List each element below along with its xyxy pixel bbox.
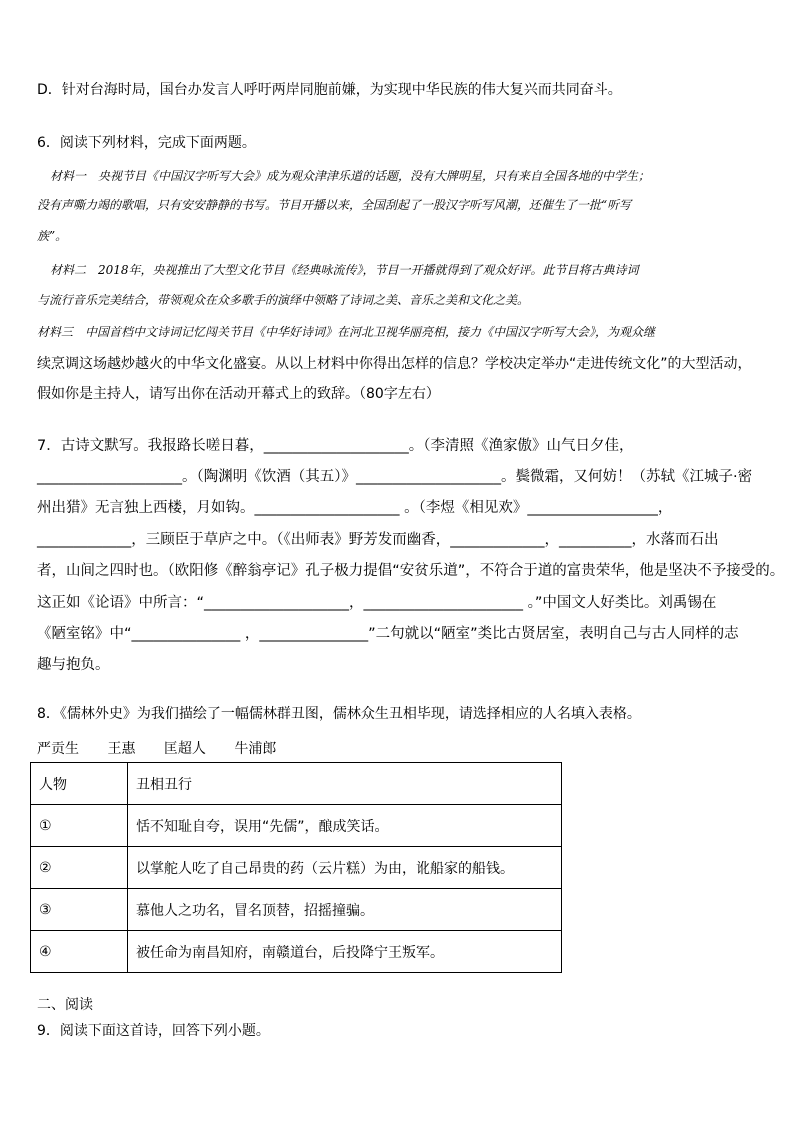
table-cell: ④	[31, 931, 128, 973]
name-option: 匡超人	[163, 741, 206, 757]
material-line: 族”。	[37, 229, 68, 243]
option-d: D．针对台海时局，国台办发言人呼吁两岸同胞前嫌，为实现中华民族的伟大复兴而共同奋斗。	[37, 82, 622, 98]
table-row	[31, 889, 562, 931]
question-7-line: 《陋室铭》中“_______________ ，_______________”二句就以“陋室”类比古贤居室，表明自己与古人同样的志	[37, 626, 739, 642]
table-row	[31, 847, 562, 889]
question-7-line: 7．古诗文默写。我报路长嗟日暮，____________________。（李清照《渔家傲》山气日夕佳，	[37, 438, 634, 454]
material-line: 材料一 央视节目《中国汉字听写大会》成为观众津津乐道的话题，没有大牌明星，只有来自全国各地的中学生；	[50, 169, 651, 183]
section-heading: 二、阅读	[37, 997, 93, 1013]
table-cell: ①	[31, 805, 128, 847]
question-7-line: 这正如《论语》中所言：“____________________，______________________ 。”中国文人好类比。刘禹锡在	[37, 595, 717, 611]
table-cell: ②	[31, 847, 128, 889]
table-cell: 以掌舵人吃了自己昂贵的药（云片糕）为由，讹船家的船钱。	[128, 847, 562, 889]
table-row	[31, 805, 562, 847]
name-option: 严贡生	[37, 741, 79, 757]
header-cell: 人物	[31, 763, 128, 805]
question-7-line: 者，山间之四时也。（欧阳修《醉翁亭记》孔子极力提倡“安贫乐道”，不符合于道的富贵荣华，他是坚决不予接受的。	[37, 563, 785, 579]
table-row	[31, 931, 562, 973]
question-7-line: _____________，三顾臣于草庐之中。（《出师表》野芳发而幽香，_____________，__________，水落而石出	[37, 532, 719, 548]
question-8-title: 8．《儒林外史》为我们描绘了一幅儒林群丑图，儒林众生丑相毕现，请选择相应的人名填入表格。	[37, 706, 641, 722]
material-line: 续烹调这场越炒越火的中华文化盛宴。从以上材料中你得出怎样的信息？学校决定举办“走进传统文化”的大型活动，	[37, 356, 752, 372]
name-option: 王惠	[107, 741, 136, 757]
header-cell: 丑相丑行	[128, 763, 562, 805]
table-cell: 恬不知耻自夸，误用“先儒”，酿成笑话。	[128, 805, 562, 847]
material-line: 材料三 中国首档中文诗词记忆闯关节目《中华好诗词》在河北卫视华丽亮相，接力《中国汉字听写大会》，为观众继	[37, 325, 656, 339]
table-cell: ③	[31, 889, 128, 931]
material-line: 材料二 2018年，央视推出了大型文化节目《经典咏流传》，节目一开播就得到了观众好评。此节目将古典诗词	[50, 263, 639, 277]
name-options	[37, 738, 300, 758]
name-option: 牛浦郎	[234, 741, 277, 757]
question-7-line: ____________________。（陶渊明《饮酒（其五）》____________________。鬓微霜，又何妨！（苏轼《江城子·密	[37, 469, 753, 485]
question-9-title: 9．阅读下面这首诗，回答下列小题。	[37, 1023, 270, 1039]
material-line: 与流行音乐完美结合，带领观众在众多歌手的演绎中领略了诗词之美、音乐之美和文化之美。	[37, 293, 530, 307]
question-7-line: 州出猎》无言独上西楼，月如钩。____________________ 。（李煜《相见欢》__________________，	[37, 500, 673, 516]
table-cell: 被任命为南昌知府，南赣道台，后投降宁王叛军。	[128, 931, 562, 973]
table-cell: 慕他人之功名，冒名顶替，招摇撞骗。	[128, 889, 562, 931]
table-header-row	[31, 763, 562, 805]
material-line: 没有声嘶力竭的歌唱，只有安安静静的书写。节目开播以来，全国刮起了一股汉字听写风潮，还催生了一批“听写	[37, 198, 632, 212]
question-6-title: 6．阅读下列材料，完成下面两题。	[37, 135, 256, 151]
characters-table	[30, 762, 562, 973]
question-7-line: 趣与抱负。	[37, 657, 110, 673]
material-line: 假如你是主持人，请写出你在活动开幕式上的致辞。（80字左右）	[37, 386, 440, 402]
